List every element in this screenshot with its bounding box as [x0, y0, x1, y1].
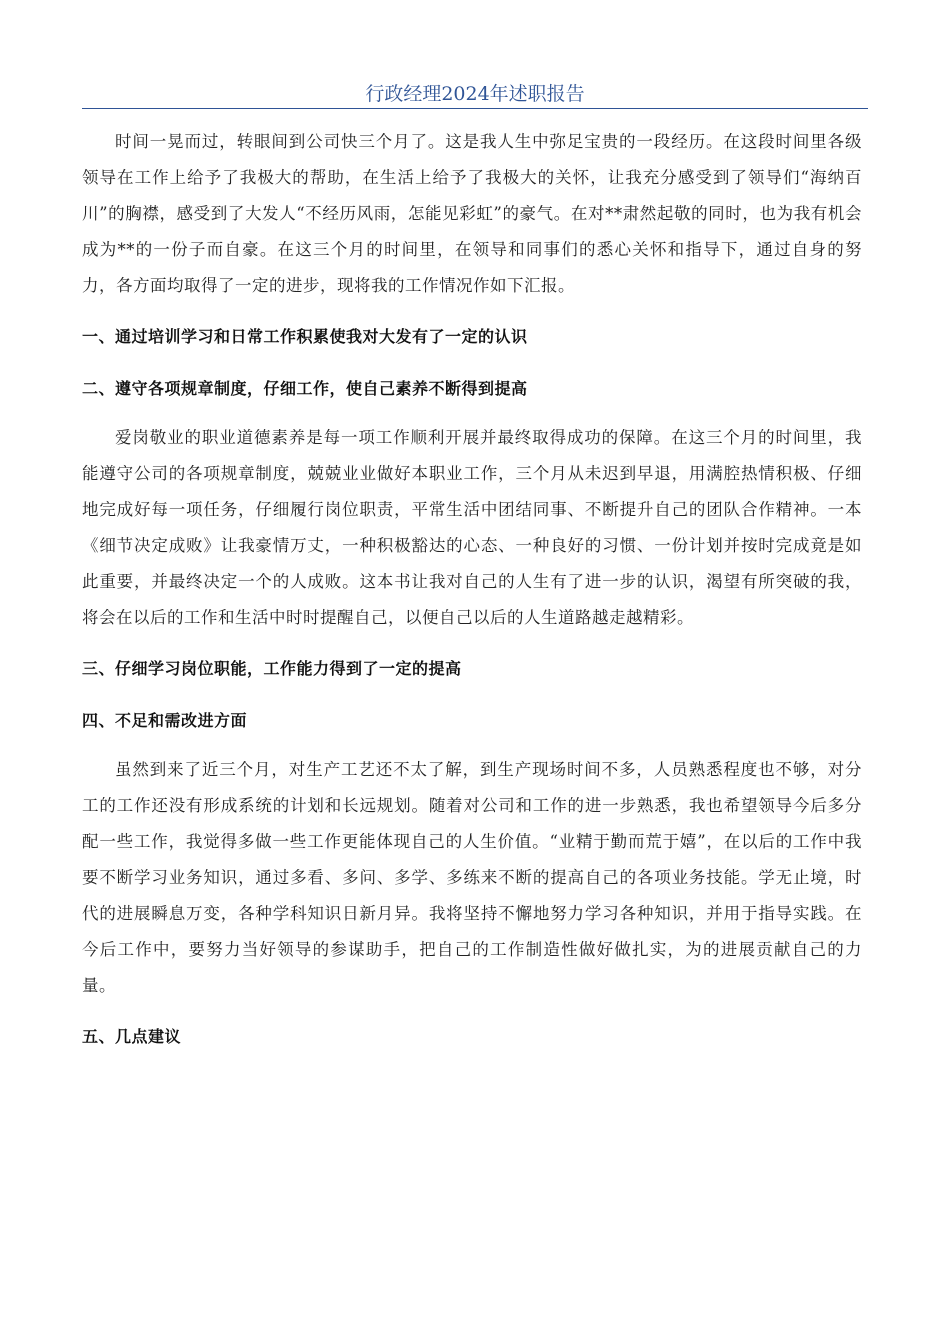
section-heading-1: 一、通过培训学习和日常工作积累使我对大发有了一定的认识 — [82, 327, 528, 346]
document-title: 行政经理2024年述职报告 — [365, 83, 585, 105]
document-body — [82, 118, 862, 1050]
section-4-paragraph: 虽然到来了近三个月，对生产工艺还不太了解，到生产现场时间不多，人员熟悉程度也不够，对分工的工作还没有形成系统的计划和长远规划。随着对公司和工作的进一步熟悉，我也希望领导今后多分配一些工作，我觉得多做一些工作更能体现自己的人生价值。“业精于勤而荒于嬉”，在以后的工作中我要不断学习业务知识，通过多看、多问、多学、多练来不断的提高自己的各项业务技能。学无止境，时代的进展瞬息万变，各种学科知识日新月异。我将坚持不懈地努力学习各种知识，并用于指导实践。在今后工作中，要努力当好领导的参谋助手，把自己的工作制造性做好做扎实，为的进展贡献自己的力量。 — [82, 760, 862, 995]
section-heading-4: 四、不足和需改进方面 — [82, 711, 248, 730]
section-heading-2: 二、遵守各项规章制度，仔细工作，使自己素养不断得到提高 — [82, 379, 528, 398]
intro-paragraph: 时间一晃而过，转眼间到公司快三个月了。这是我人生中弥足宝贵的一段经历。在这段时间里各级领导在工作上给予了我极大的帮助，在生活上给予了我极大的关怀，让我充分感受到了领导们“海纳百川”的胸襟，感受到了大发人“不经历风雨，怎能见彩虹”的豪气。在对**肃然起敬的同时，也为我有机会成为**的一份子而自豪。在这三个月的时间里，在领导和同事们的悉心关怀和指导下，通过自身的努力，各方面均取得了一定的进步，现将我的工作情况作如下汇报。 — [82, 132, 862, 295]
section-heading-5: 五、几点建议 — [82, 1027, 182, 1046]
section-2-paragraph: 爱岗敬业的职业道德素养是每一项工作顺利开展并最终取得成功的保障。在这三个月的时间里，我能遵守公司的各项规章制度，兢兢业业做好本职业工作，三个月从未迟到早退，用满腔热情积极、仔细地完成好每一项任务，仔细履行岗位职责，平常生活中团结同事、不断提升自己的团队合作精神。一本《细节决定成败》让我豪情万丈，一种积极豁达的心态、一种良好的习惯、一份计划并按时完成竟是如此重要，并最终决定一个的人成败。这本书让我对自己的人生有了进一步的认识，渴望有所突破的我，将会在以后的工作和生活中时时提醒自己，以便自己以后的人生道路越走越精彩。 — [82, 428, 862, 627]
title-underline — [82, 108, 868, 109]
section-heading-3: 三、仔细学习岗位职能，工作能力得到了一定的提高 — [82, 659, 462, 678]
